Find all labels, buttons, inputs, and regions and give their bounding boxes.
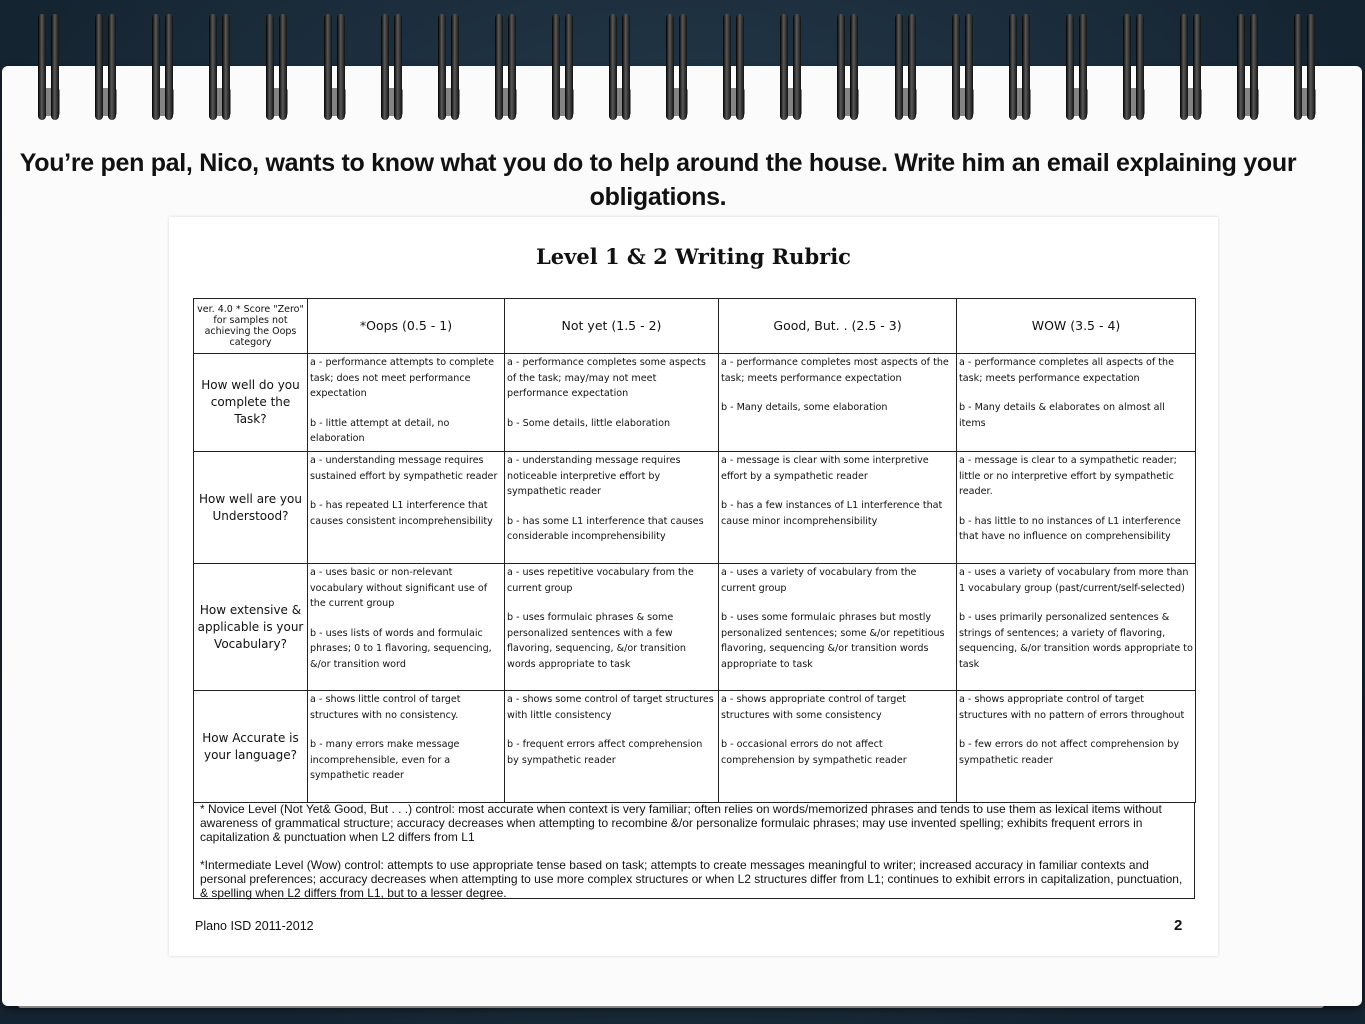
rubric-title: Level 1 & 2 Writing Rubric	[536, 244, 851, 269]
criterion-b: b - Some details, little elaboration	[507, 417, 671, 429]
binder-ring	[723, 14, 745, 120]
rubric-cell	[957, 354, 1196, 452]
criterion-b: b - uses some formulaic phrases but mostly personalized sentences; some &/or repetitious flavoring, sequencing &/or transition words appropriate to task	[721, 612, 945, 670]
rubric-cell	[505, 691, 719, 803]
rubric-cell	[308, 691, 505, 803]
criterion-a: a - message is clear to a sympathetic reader; little or no interpretive effort by sympathetic reader.	[959, 455, 1177, 498]
rubric-row-accuracy	[194, 691, 1196, 803]
criterion-a: a - uses a variety of vocabulary from more than 1 vocabulary group (past/current/self-selected)	[959, 567, 1189, 594]
row-question: How extensive & applicable is your Vocabulary?	[194, 564, 308, 691]
criterion-a: a - message is clear with some interpretive effort by a sympathetic reader	[721, 455, 929, 482]
criterion-b: b - uses formulaic phrases & some personalized sentences with a few flavoring, sequencing, &/or transition words appropriate to task	[507, 612, 686, 670]
criterion-b: b - has a few instances of L1 interference that cause minor incomprehensibility	[721, 500, 943, 527]
criterion-b: b - few errors do not affect comprehension by sympathetic reader	[959, 739, 1180, 766]
rubric-table	[193, 298, 1196, 803]
binder-ring	[209, 14, 231, 120]
rubric-cell	[719, 354, 957, 452]
criterion-a: a - uses basic or non-relevant vocabulary without significant use of the current group	[310, 567, 488, 610]
rubric-row-task	[194, 354, 1196, 452]
binder-ring	[552, 14, 574, 120]
rubric-cell	[308, 452, 505, 564]
rubric-row-vocabulary	[194, 564, 1196, 691]
binder-ring	[495, 14, 517, 120]
criterion-a: a - performance completes all aspects of the task; meets performance expectation	[959, 357, 1175, 384]
rubric-cell	[957, 452, 1196, 564]
criterion-b: b - Many details & elaborates on almost all items	[959, 402, 1165, 429]
rubric-footnotes	[193, 802, 1195, 899]
binder-ring	[38, 14, 60, 120]
criterion-b: b - occasional errors do not affect comprehension by sympathetic reader	[721, 739, 907, 766]
slide-title: You’re pen pal, Nico, wants to know what you do to help around the house. Write him an email explaining your obligations.	[19, 149, 1297, 211]
criterion-b: b - uses primarily personalized sentences & strings of sentences; a variety of flavoring, sequencing, &/or transition words appropriate to task	[959, 612, 1193, 670]
binder-ring	[152, 14, 174, 120]
rubric-cell	[505, 452, 719, 564]
binder-ring	[1123, 14, 1145, 120]
binder-ring	[1294, 14, 1316, 120]
footnote-intermediate: *Intermediate Level (Wow) control: attempts to use appropriate tense based on task; attempts to create messages meaningful to writer; increased accuracy in familiar contexts and personal preferences; accuracy decreases when attempting to use more complex structures or when L2 structures differ from L1; continues to exhibit errors in capitalization, punctuation, & spelling when L2 differs from L1, but to a lesser degree.	[200, 858, 1183, 900]
criterion-b: b - many errors make message incomprehensible, even for a sympathetic reader	[310, 739, 460, 782]
criterion-a: a - performance attempts to complete task; does not meet performance expectation	[310, 357, 494, 400]
criterion-a: a - uses a variety of vocabulary from the current group	[721, 567, 917, 594]
footnote-novice: * Novice Level (Not Yet& Good, But . . .) control: most accurate when context is very familiar; often relies on words/memorized phrases and tends to use them as lexical items without awareness of grammatical structure; accuracy decreases when attempting to recombine &/or personalize formulaic phrases; may use invented spelling; exhibits frequent errors in capitalization & punctuation when L2 differs from L1	[200, 802, 1162, 844]
criterion-a: a - understanding message requires sustained effort by sympathetic reader	[310, 455, 498, 482]
binder-ring	[1180, 14, 1202, 120]
rubric-header-row	[194, 299, 1196, 354]
binder-ring	[324, 14, 346, 120]
rubric-cell	[957, 691, 1196, 803]
binder-ring	[609, 14, 631, 120]
rubric-cell	[719, 564, 957, 691]
rubric-cell	[719, 452, 957, 564]
binder-ring	[266, 14, 288, 120]
column-header: Not yet (1.5 - 2)	[505, 299, 719, 354]
rubric-document	[169, 217, 1218, 956]
criterion-b: b - uses lists of words and formulaic phrases; 0 to 1 flavoring, sequencing, &/or transition word	[310, 627, 492, 670]
binder-ring	[837, 14, 859, 120]
column-header: *Oops (0.5 - 1)	[308, 299, 505, 354]
criterion-b: b - has little to no instances of L1 interference that have no influence on comprehensibility	[959, 515, 1181, 543]
rubric-cell	[308, 564, 505, 691]
binder-ring	[1066, 14, 1088, 120]
criterion-b: b - little attempt at detail, no elaboration	[310, 417, 450, 445]
binder-ring	[1237, 14, 1259, 120]
criterion-a: a - understanding message requires noticeable interpretive effort by sympathetic reader	[507, 455, 681, 498]
document-footer: Plano ISD 2011-2012	[195, 919, 314, 933]
rubric-cell	[505, 354, 719, 452]
criterion-b: b - has repeated L1 interference that causes consistent incomprehensibility	[310, 500, 493, 527]
binder-ring	[666, 14, 688, 120]
criterion-b: b - has some L1 interference that causes considerable incomprehensibility	[507, 515, 704, 543]
criterion-a: a - shows some control of target structures with little consistency	[507, 694, 714, 721]
criterion-a: a - uses repetitive vocabulary from the current group	[507, 567, 694, 594]
spiral-binding	[0, 0, 1365, 128]
row-question: How well are you Understood?	[194, 452, 308, 564]
rubric-corner-cell: ver. 4.0 * Score "Zero" for samples not achieving the Oops category	[194, 299, 308, 354]
binder-ring	[780, 14, 802, 120]
column-header: Good, But. . (2.5 - 3)	[719, 299, 957, 354]
criterion-a: a - shows appropriate control of target structures with no pattern of errors throughout	[959, 694, 1185, 721]
rubric-row-understood	[194, 452, 1196, 564]
row-question: How Accurate is your language?	[194, 691, 308, 803]
rubric-cell	[719, 691, 957, 803]
binder-ring	[1009, 14, 1031, 120]
binder-ring	[95, 14, 117, 120]
page-number: 2	[1174, 917, 1183, 934]
rubric-cell	[957, 564, 1196, 691]
criterion-a: a - performance completes most aspects of the task; meets performance expectation	[721, 357, 949, 384]
criterion-b: b - Many details, some elaboration	[721, 402, 888, 414]
binder-ring	[438, 14, 460, 120]
criterion-a: a - performance completes some aspects of the task; may/may not meet performance expectation	[507, 357, 706, 400]
criterion-b: b - frequent errors affect comprehension by sympathetic reader	[507, 739, 703, 766]
row-question: How well do you complete the Task?	[194, 354, 308, 452]
binder-ring	[952, 14, 974, 120]
column-header: WOW (3.5 - 4)	[957, 299, 1196, 354]
binder-ring	[895, 14, 917, 120]
criterion-a: a - shows little control of target structures with no consistency.	[310, 694, 461, 721]
binder-ring	[381, 14, 403, 120]
criterion-a: a - shows appropriate control of target structures with some consistency	[721, 694, 907, 721]
rubric-cell	[505, 564, 719, 691]
rubric-cell	[308, 354, 505, 452]
